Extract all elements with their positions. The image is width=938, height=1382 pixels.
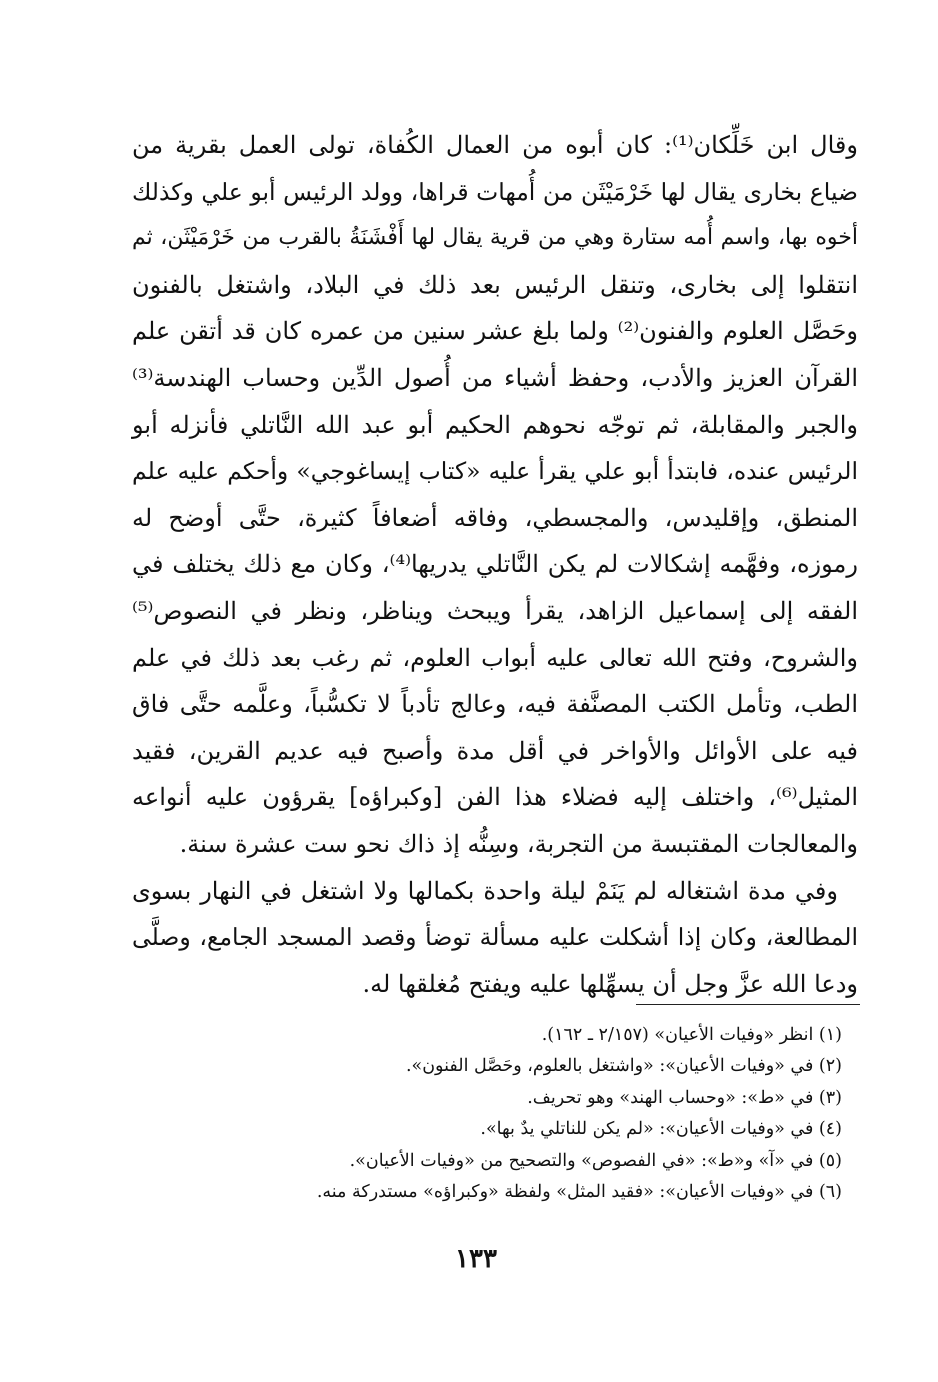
text-line: ضياع بخارى يقال لها خَرْمَيْثَن من أُمهات قراها، وولد الرئيس أبو علي وكذلك <box>132 177 858 206</box>
text-line: وقال ابن خَلِّكان⁽¹⁾: كان أبوه من العمال الكُفاة، تولى العمل بقرية من <box>132 131 858 159</box>
footnote: (١) انظر «وفيات الأعيان» (٢/١٥٧ ـ ١٦٢). <box>541 1025 842 1045</box>
text-line: المثيل⁽⁶⁾، واختلف إليه فضلاء هذا الفن [وكبراؤه] يقرؤون عليه أنواعه <box>132 783 858 812</box>
text-line: وحَصَّل العلوم والفنون⁽²⁾ ولما بلغ عشر سنين من عمره كان قد أتقن علم <box>132 317 858 346</box>
footnote-separator <box>636 1004 860 1005</box>
footnote: (٤) في «وفيات الأعيان»: «لم يكن للناتلي يدٌ بها». <box>480 1119 842 1140</box>
text-line: الرئيس عنده، فابتدأ أبو علي يقرأ عليه «كتاب إيساغوجي» وأحكم عليه علم <box>132 457 858 486</box>
text-line: القرآن العزيز والأدب، وحفظ أشياء من أُصول الدِّين وحساب الهندسة⁽³⁾ <box>132 363 858 392</box>
footnote: (٥) في «آ» و«ط»: «في الفصوص» والتصحيح من «وفيات الأعيان». <box>349 1150 842 1171</box>
footnote: (٣) في «ط»: «وحساب الهند» وهو تحريف. <box>527 1087 842 1108</box>
text-line: رموزه، وفهَّمه إشكالات لم يكن النَّاتلي يدريها⁽⁴⁾، وكان مع ذلك يختلف في <box>132 550 858 579</box>
text-line: المطالعة، وكان إذا أشكلت عليه مسألة توضأ وقصد المسجد الجامع، وصلَّى <box>132 923 858 952</box>
footnote: (٢) في «وفيات الأعيان»: «واشتغل بالعلوم، وحَصَّل الفنون». <box>405 1056 842 1077</box>
footnotes <box>200 1020 842 1208</box>
text-line: فيه على الأوائل والأواخر في أقل مدة وأصبح فيه عديم القرين، فقيد <box>132 736 858 765</box>
text-line: والجبر والمقابلة، ثم توجّه نحوهم الحكيم أبو عبد الله النَّاتلي فأنزله أبو <box>132 410 858 439</box>
text-line: والمعالجات المقتبسة من التجربة، وسِنُّه إذ ذاك نحو ست عشرة سنة. <box>179 829 858 858</box>
main-text <box>132 122 858 1007</box>
text-line: والشروح، وفتح الله تعالى عليه أبواب العلوم، ثم رغب بعد ذلك في علم <box>132 643 858 672</box>
text-line: انتقلوا إلى بخارى، وتنقل الرئيس بعد ذلك في البلاد، واشتغل بالفنون <box>132 270 858 299</box>
text-line: ودعا الله عزَّ وجل أن يسهِّلها عليه ويفتح مُغلقها له. <box>362 969 858 998</box>
text-line: أخوه بها، واسم أُمه ستارة وهي من قرية يقال لها أَفْشَنَةُ بالقرب من خَرْمَيْثَن، ثم <box>132 225 858 251</box>
footnote: (٦) في «وفيات الأعيان»: «فقيد المثل» ولفظة «وكبراؤه» مستدركة منه. <box>316 1181 842 1202</box>
text-line: وفي مدة اشتغاله لم يَنَمْ ليلة واحدة بكمالها ولا اشتغل في النهار بسوى <box>132 876 838 905</box>
text-line: الفقه إلى إسماعيل الزاهد، يقرأ ويبحث ويناظر، ونظر في النصوص⁽⁵⁾ <box>132 596 858 625</box>
text-line: المنطق، وإقليدس، والمجسطي، وفاقه أضعافاً كثيرة، حتَّى أوضح له <box>132 503 858 532</box>
text-line: الطب، وتأمل الكتب المصنَّفة فيه، وعالج تأدباً لا تكسُّباً، وعلَّمه حتَّى فاق <box>132 690 858 719</box>
page-number: ١٣٣ <box>455 1244 497 1274</box>
